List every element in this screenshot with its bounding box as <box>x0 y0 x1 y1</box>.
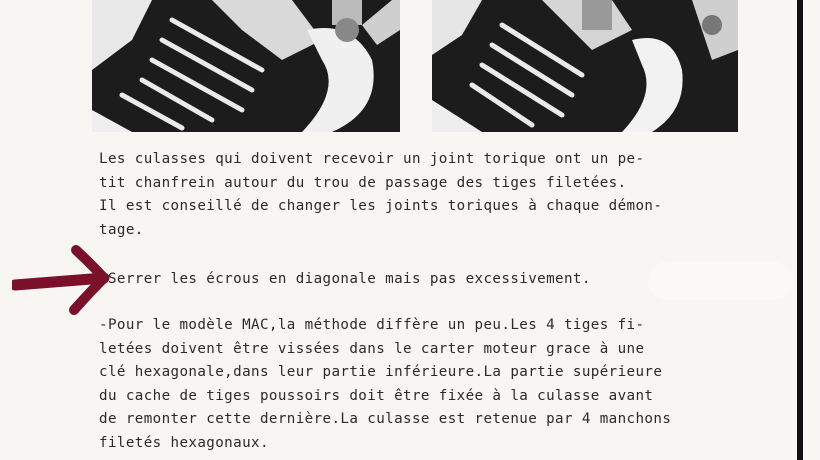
red-arrow-icon <box>12 240 112 320</box>
paragraph-modele-mac <box>99 314 739 455</box>
text-line: Les culasses qui doivent recevoir un joint torique ont un pe- <box>99 151 645 167</box>
engine-photo-right <box>432 0 738 132</box>
text-line: filetés hexagonaux. <box>99 434 269 451</box>
text-line: de remonter cette dernière.La culasse est retenue par 4 manchons <box>99 411 672 427</box>
text-line: tage. <box>99 221 144 238</box>
paragraph-serrer-ecrous <box>99 268 739 292</box>
text-line: -Pour le modèle MAC,la méthode diffère un peu.Les 4 tiges fi- <box>99 317 645 333</box>
text-line: clé hexagonale,dans leur partie inférieure.La partie supérieure <box>99 364 663 380</box>
engine-cylinder-head-image <box>92 0 400 132</box>
engine-photo-left <box>92 0 400 132</box>
page-edge <box>797 0 803 460</box>
paragraph-joint-torique <box>99 148 739 242</box>
text-line: tit chanfrein autour du trou de passage des tiges filetées. <box>99 174 627 191</box>
engine-cylinder-head-image <box>432 0 738 132</box>
text-line: du cache de tiges poussoirs doit être fixée à la culasse avant <box>99 387 654 404</box>
text-line: Il est conseillé de changer les joints toriques à chaque démon- <box>99 198 663 214</box>
text-line: -Serrer les écrous en diagonale mais pas excessivement. <box>99 271 591 287</box>
text-line: letées doivent être vissées dans le carter moteur grace à une <box>99 340 645 357</box>
